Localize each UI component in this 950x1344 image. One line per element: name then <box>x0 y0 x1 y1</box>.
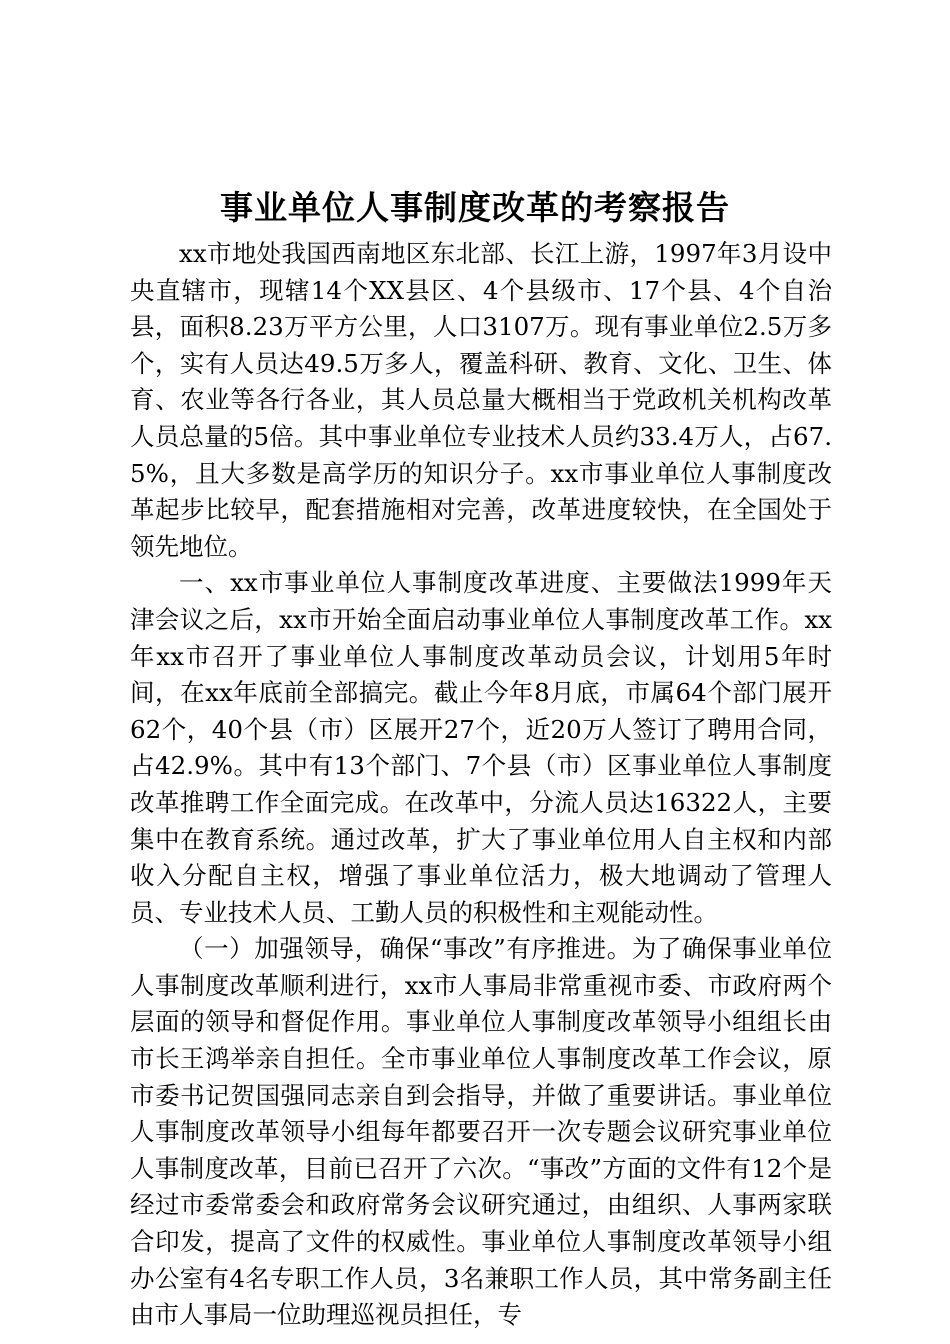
paragraph-section-one: 一、xx市事业单位人事制度改革进度、主要做法1999年天津会议之后，xx市开始全面启动事业单位人事制度改革工作。xx年xx市召开了事业单位人事制度改革动员会议，计划用5年时间，在xx年底前全部搞完。截止今年8月底，市属64个部门展开62个，40个县（市）区展开27个，近20万人签订了聘用合同，占42.9%。其中有13个部门、7个县（市）区事业单位人事制度改革推聘工作全面完成。在改革中，分流人员达16322人，主要集中在教育系统。通过改革，扩大了事业单位用人自主权和内部收入分配自主权，增强了事业单位活力，极大地调动了管理人员、专业技术人员、工勤人员的积极性和主观能动性。 <box>130 568 832 927</box>
document-body <box>130 236 832 1334</box>
document-title: 事业单位人事制度改革的考察报告 <box>220 188 730 227</box>
paragraph-subsection-one: （一）加强领导，确保“事改”有序推进。为了确保事业单位人事制度改革顺利进行，xx市人事局非常重视市委、市政府两个层面的领导和督促作用。事业单位人事制度改革领导小组组长由市长王鸿举亲自担任。全市事业单位人事制度改革工作会议，原市委书记贺国强同志亲自到会指导，并做了重要讲话。事业单位人事制度改革领导小组每年都要召开一次专题会议研究事业单位人事制度改革，目前已召开了六次。“事改”方面的文件有12个是经过市委常委会和政府常务会议研究通过，由组织、人事两家联合印发，提高了文件的权威性。事业单位人事制度改革领导小组办公室有4名专职工作人员，3名兼职工作人员，其中常务副主任由市人事局一位助理巡视员担任，专 <box>130 934 832 1330</box>
paragraph-intro: xx市地处我国西南地区东北部、长江上游，1997年3月设中央直辖市，现辖14个XX县区、4个县级市、17个县、4个自治县，面积8.23万平方公里，人口3107万。现有事业单位2.5万多个，实有人员达49.5万多人，覆盖科研、教育、文化、卫生、体育、农业等各行各业，其人员总量大概相当于党政机关机构改革人员总量的5倍。其中事业单位专业技术人员约33.4万人，占67.5%，且大多数是高学历的知识分子。xx市事业单位人事制度改革起步比较早，配套措施相对完善，改革进度较快，在全国处于领先地位。 <box>130 239 832 561</box>
